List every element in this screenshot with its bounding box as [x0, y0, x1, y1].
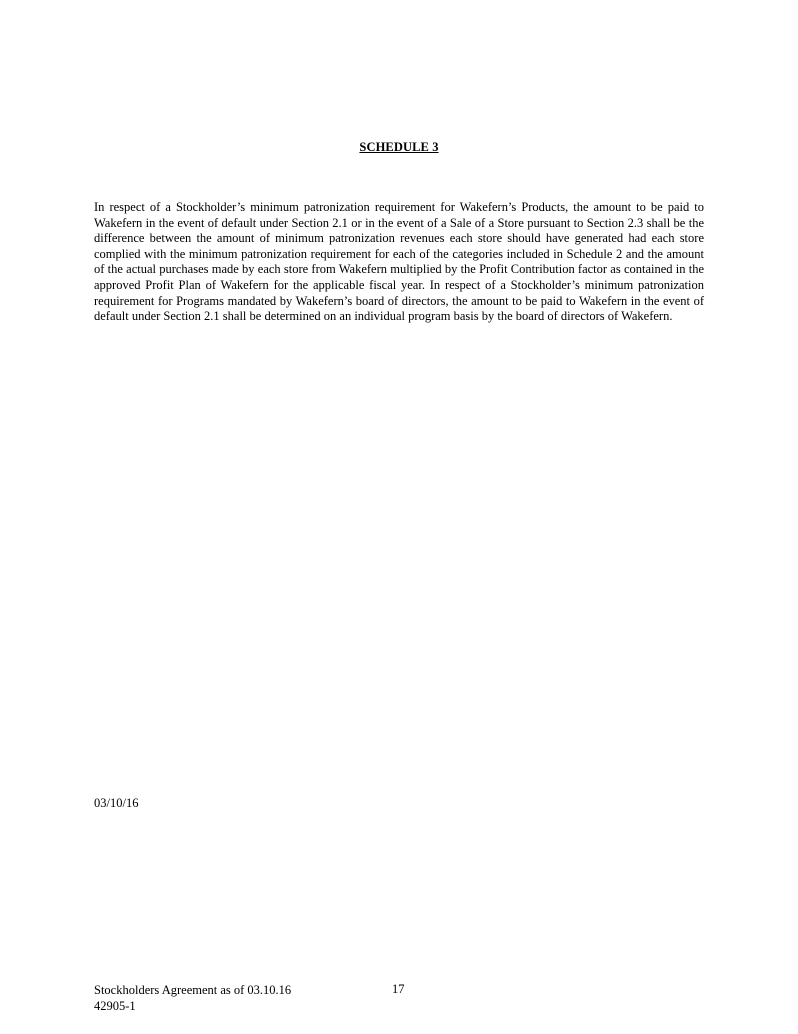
body-paragraph: In respect of a Stockholder’s minimum patronization requirement for Wakefern’s Products, the amount to be paid to Wakefern in the event of default under Section 2.1 or in the event of a Sale of a Store pursuant to Section 2.3 shall be the difference between the amount of minimum patronization revenues each store should have generated had each store complied with the minimum patronization requirement for each of the categories included in Schedule 2 and the amount of the actual purchases made by each store from Wakefern multiplied by the Profit Contribution factor as contained in the approved Profit Plan of Wakefern for the applicable fiscal year. In respect of a Stockholder’s minimum patronization requirement for Programs mandated by Wakefern’s board of directors, the amount to be paid to Wakefern in the event of default under Section 2.1 shall be determined on an individual program basis by the board of directors of Wakefern. [94, 200, 704, 324]
footer-doc-number: 42905-1 [94, 999, 136, 1013]
footer-agreement-text: Stockholders Agreement as of 03.10.16 [94, 983, 292, 997]
document-date: 03/10/16 [94, 796, 139, 810]
schedule-title: SCHEDULE 3 [359, 140, 439, 154]
footer-left [94, 982, 291, 1014]
page-number: 17 [392, 982, 405, 996]
